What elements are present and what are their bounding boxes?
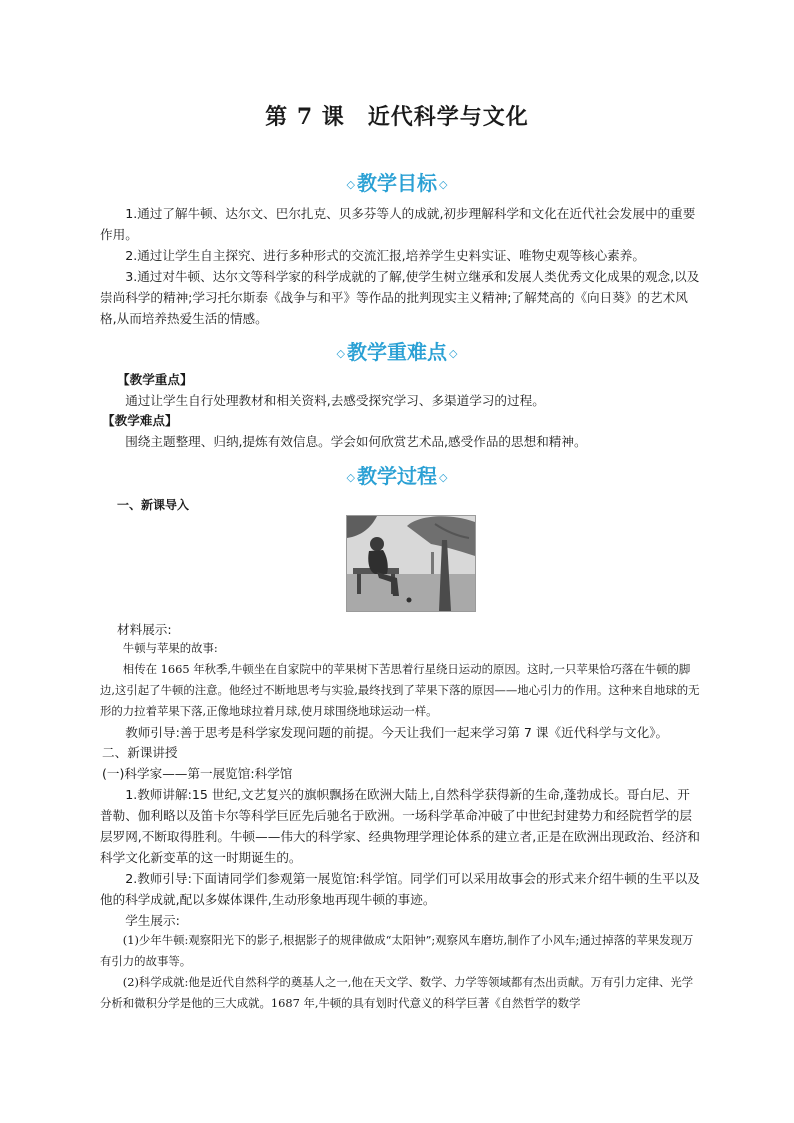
lesson-title: 第 7 课 近代科学与文化 [265,104,529,130]
section-heading-difficulties [0,336,794,365]
material-label: 材料展示: [117,622,172,637]
section-heading-text: 教学过程 [357,464,437,488]
material-text: 相传在 1665 年秋季,牛顿坐在自家院中的苹果树下苦思着行星绕日运动的原因。这时,一只苹果恰巧落在牛顿的脚边,这引起了牛顿的注意。他经过不断地思考与实验,最终找到了苹果下落的原因——地心引力的作用。这种来自地球的无形的力拉着苹果下落,正像地球拉着月球,使月球围绕地球运动一样。 [100,662,700,718]
section-heading-process [0,460,794,489]
teacher-guide-1: 教师引导:善于思考是科学家发现问题的前提。今天让我们一起来学习第 7 课《近代科学与文化》。 [125,725,669,740]
material-title: 牛顿与苹果的故事: [122,641,218,655]
lecture-heading: 二、新课讲授 [102,745,178,760]
objective-1: 1.通过了解牛顿、达尔文、巴尔扎克、贝多芬等人的成就,初步理解科学和文化在近代社会发展中的重要作用。 [100,206,696,242]
objective-3: 3.通过对牛顿、达尔文等科学家的科学成就的了解,使学生树立继承和发展人类优秀文化成果的观念,以及崇尚科学的精神;学习托尔斯泰《战争与和平》等作品的批判现实主义精神;了解梵高的《向日葵》的艺术风格,从而培养热爱生活的情感。 [100,269,700,326]
diamond-icon: ◇ [439,178,448,191]
intro-heading: 一、新课导入 [117,498,190,512]
key-points-label: 【教学重点】 [117,372,193,387]
lecture-paragraph-2: 2.教师引导:下面请同学们参观第一展览馆:科学馆。同学们可以采用故事会的形式来介绍牛顿的生平以及他的科学成就,配以多媒体课件,生动形象地再现牛顿的事迹。 [100,871,700,907]
objective-2: 2.通过让学生自主探究、进行多种形式的交流汇报,培养学生史料实证、唯物史观等核心素养。 [125,248,645,263]
section-heading-objectives [0,167,794,196]
subsection-heading-1: (一)科学家——第一展览馆:科学馆 [102,766,293,781]
difficult-points-text: 围绕主题整理、归纳,提炼有效信息。学会如何欣赏艺术品,感受作品的思想和精神。 [125,434,587,449]
diamond-icon: ◇ [336,347,345,360]
key-points-text: 通过让学生自行处理教材和相关资料,去感受探究学习、多渠道学习的过程。 [125,393,545,408]
student-item-1: (1)少年牛顿:观察阳光下的影子,根据影子的规律做成“太阳钟”;观察风车磨坊,制作了小风车;通过掉落的苹果发现万有引力的故事等。 [100,933,694,968]
difficult-points-label: 【教学难点】 [102,413,178,428]
student-label: 学生展示: [125,913,180,928]
newton-under-tree-image [346,515,476,612]
student-item-2: (2)科学成就:他是近代自然科学的奠基人之一,他在天文学、数学、力学等领域都有杰出贡献。万有引力定律、光学分析和微积分学是他的三大成就。1687 年,牛顿的具有划时代意义的科学巨著《自然哲学的数学 [100,975,694,1010]
section-heading-text: 教学目标 [357,171,437,195]
diamond-icon: ◇ [449,347,458,360]
diamond-icon: ◇ [439,471,448,484]
section-heading-text: 教学重难点 [347,340,447,364]
diamond-icon: ◇ [346,471,355,484]
lecture-paragraph-1: 1.教师讲解:15 世纪,文艺复兴的旗帜飘扬在欧洲大陆上,自然科学获得新的生命,蓬勃成长。哥白尼、开普勒、伽利略以及笛卡尔等科学巨匠先后驰名于欧洲。一场科学革命冲破了中世纪封建势力和经院哲学的层层罗网,不断取得胜利。牛顿——伟大的科学家、经典物理学理论体系的建立者,正是在欧洲出现政治、经济和科学文化新变革的这一时期诞生的。 [100,787,700,865]
diamond-icon: ◇ [346,178,355,191]
